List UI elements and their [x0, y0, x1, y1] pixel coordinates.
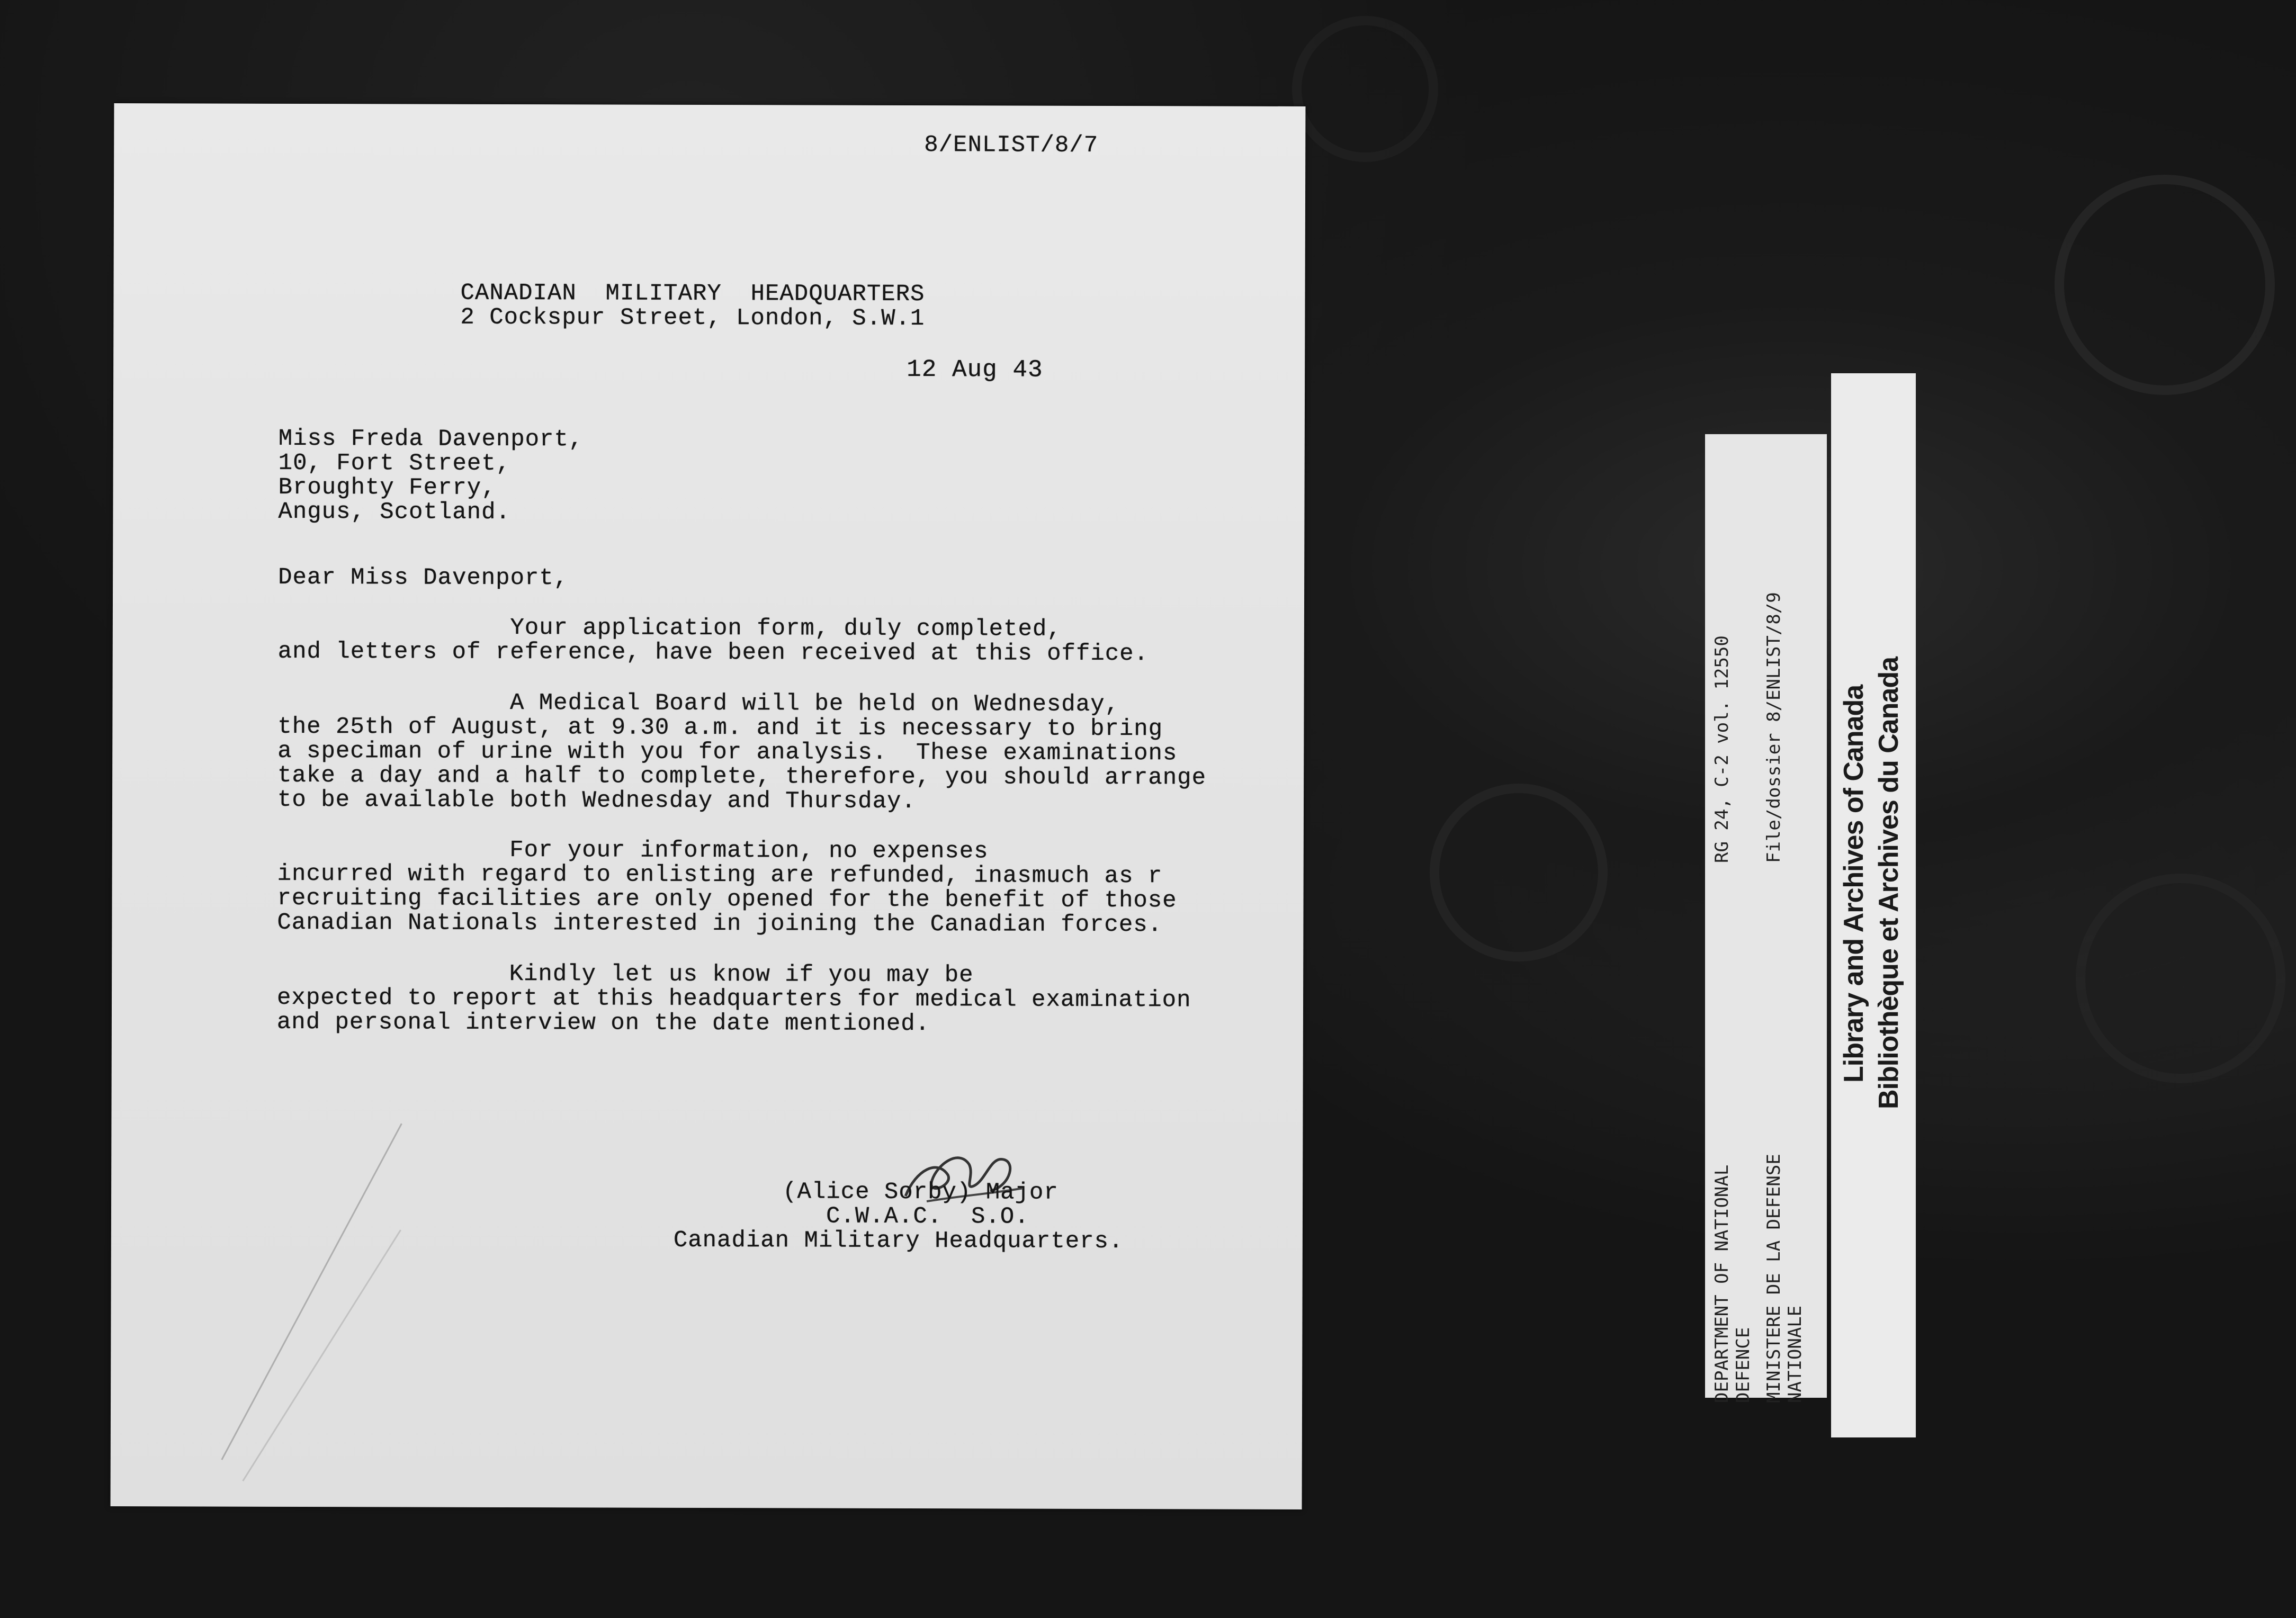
body-line: a speciman of urine with you for analysis. These examinations [277, 738, 1178, 767]
recipient-line: Broughty Ferry, [278, 474, 496, 501]
background-stain [2076, 874, 2285, 1083]
letterhead-title: CANADIAN MILITARY HEADQUARTERS [460, 280, 925, 308]
recipient-line: Angus, Scotland. [278, 498, 510, 526]
signature-unit: C.W.A.C. S.O. [826, 1203, 1029, 1230]
body-line: and letters of reference, have been received at this office. [277, 638, 1149, 668]
slip-ministere-line: NATIONALE [1784, 1305, 1806, 1403]
body-line: to be available both Wednesday and Thursday. [277, 786, 916, 815]
letter-page [111, 103, 1306, 1509]
body-line: take a day and a half to complete, therefore, you should arrange [277, 762, 1207, 792]
body-line: Your application form, duly completed, [277, 614, 1062, 643]
institution-name-en: Library and Archives of Canada [1838, 685, 1869, 1083]
file-reference: 8/ENLIST/8/7 [924, 132, 1099, 159]
slip-department-line: DEPARTMENT OF NATIONAL [1711, 1164, 1733, 1403]
signature-name: (Alice Sorby) Major [783, 1179, 1059, 1206]
recipient-line: Miss Freda Davenport, [278, 425, 584, 453]
body-line: and personal interview on the date mentioned. [276, 1009, 930, 1038]
body-line: Kindly let us know if you may be [277, 960, 974, 989]
signature-org: Canadian Military Headquarters. [673, 1227, 1124, 1255]
institution-name-fr: Bibliothèque et Archives du Canada [1873, 657, 1904, 1109]
background-stain [1430, 784, 1608, 961]
salutation: Dear Miss Davenport, [278, 564, 569, 592]
body-line: the 25th of August, at 9.30 a.m. and it is necessary to bring [277, 713, 1163, 743]
body-line: incurred with regard to enlisting are refunded, inasmuch as r [277, 860, 1163, 890]
institution-slip [1831, 373, 1916, 1437]
pencil-mark [221, 1123, 402, 1460]
slip-department-line: DEFENCE [1733, 1327, 1754, 1403]
body-line: expected to report at this headquarters for medical examination [276, 984, 1191, 1014]
archive-reference-slip [1705, 434, 1827, 1403]
recipient-line: 10, Fort Street, [278, 450, 511, 478]
body-line: Canadian Nationals interested in joining the Canadian forces. [277, 909, 1163, 939]
slip-ministere-line: MINISTERE DE LA DEFENSE [1763, 1154, 1784, 1403]
slip-rg-reference: RG 24, C-2 vol. 12550 [1711, 635, 1733, 863]
slip-file-reference: File/dossier 8/ENLIST/8/9 [1763, 592, 1784, 863]
body-line: A Medical Board will be held on Wednesday, [277, 689, 1120, 718]
letterhead-address: 2 Cockspur Street, London, S.W.1 [460, 304, 925, 332]
body-line: For your information, no expenses [277, 836, 989, 865]
background-stain [2055, 175, 2275, 395]
pencil-mark [242, 1229, 401, 1481]
letter-date: 12 Aug 43 [907, 355, 1043, 384]
body-line: recruiting facilities are only opened for the benefit of those [277, 885, 1177, 914]
background-stain [1292, 16, 1438, 162]
